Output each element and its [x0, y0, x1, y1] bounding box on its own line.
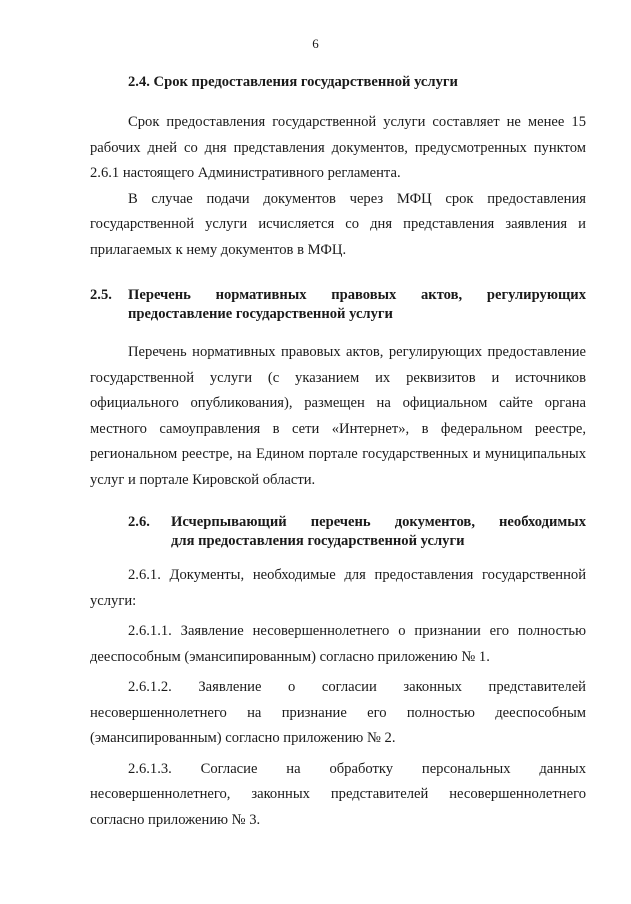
- paragraph: 2.6.1.1. Заявление несовершеннолетнего о признании его полностью дееспособным (эмансипированным) согласно приложению № 1.: [90, 623, 586, 665]
- section-2-6-body: [90, 563, 586, 833]
- section-2-5-body: [90, 340, 586, 493]
- page-number: 6: [312, 36, 319, 51]
- section-heading-cont: для предоставления государственной услуги: [171, 533, 465, 549]
- paragraph: 2.6.1. Документы, необходимые для предоставления государственной услуги:: [90, 567, 586, 609]
- section-heading: Перечень нормативных правовых актов, регулирующих: [128, 287, 586, 303]
- paragraph: 2.6.1.3. Согласие на обработку персональных данных несовершеннолетнего, законных представителей несовершеннолетнего согласно приложению № 3.: [90, 760, 586, 828]
- section-2-6-heading: [90, 513, 586, 551]
- section-number: 2.5.: [90, 287, 112, 303]
- section-2-4: [90, 73, 586, 92]
- section-number: 2.6.: [128, 514, 150, 530]
- section-heading: 2.4. Срок предоставления государственной услуги: [128, 74, 458, 90]
- paragraph: Срок предоставления государственной услуги составляет не менее 15 рабочих дней со дня представления документов, предусмотренных пунктом 2.6.1 настоящего Административного регламента.: [90, 114, 586, 181]
- section-heading: Исчерпывающий перечень документов, необходимых: [171, 514, 586, 530]
- paragraph: В случае подачи документов через МФЦ срок предоставления государственной услуги исчисляется со дня представления заявления и прилагаемых к нему документов в МФЦ.: [90, 190, 586, 258]
- paragraph: 2.6.1.2. Заявление о согласии законных представителей несовершеннолетнего на признание его полностью дееспособным (эмансипированным) согласно приложению № 2.: [90, 679, 586, 746]
- paragraph: Перечень нормативных правовых актов, регулирующих предоставление государственной услуги (с указанием их реквизитов и источников официального опубликования), размещен на официальном сайте органа местного самоуправления в сети «Интернет», в федеральном реестре, региональном реестре, на Едином портале государственных и муниципальных услуг и портале Кировской области.: [90, 344, 586, 488]
- section-2-4-body: [90, 110, 586, 263]
- section-2-5-heading: [90, 286, 586, 324]
- section-heading-cont: предоставление государственной услуги: [128, 306, 393, 322]
